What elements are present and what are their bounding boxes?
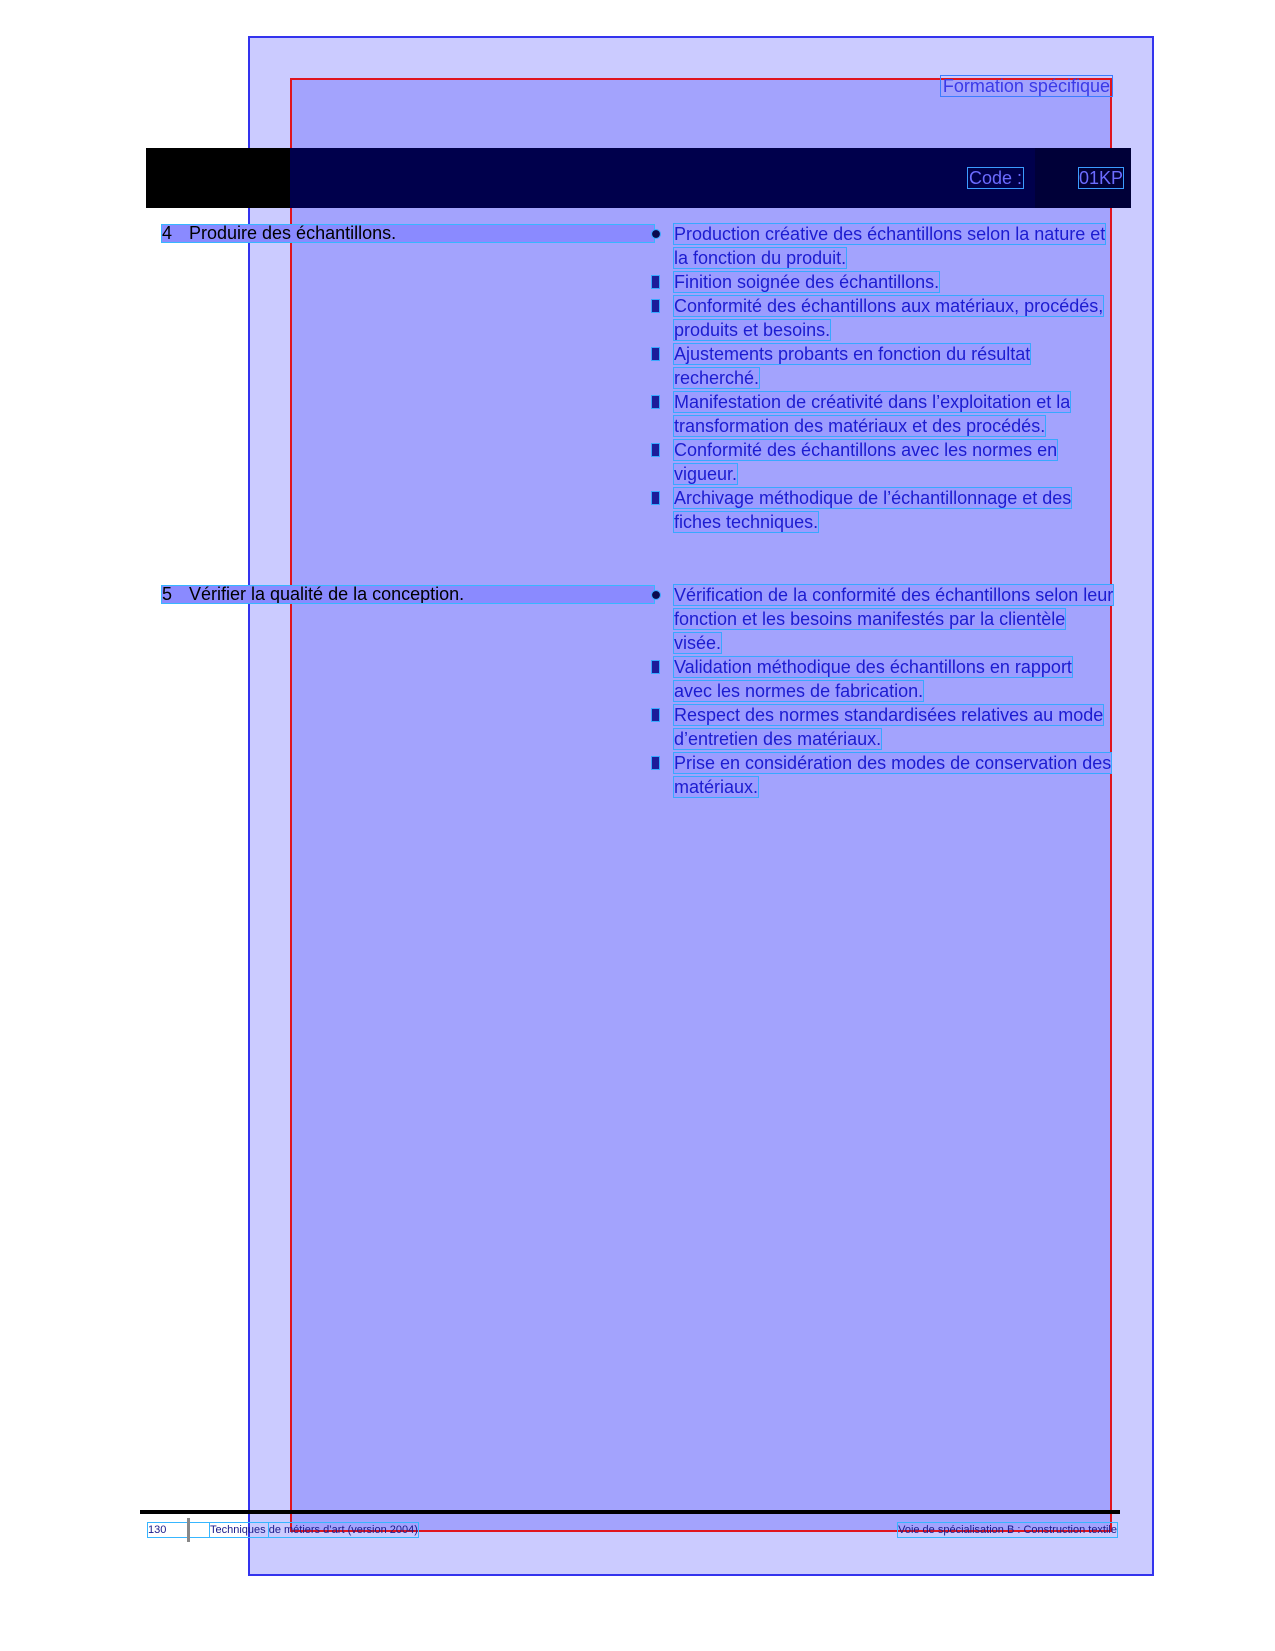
performance-criteria-list-4 xyxy=(652,222,1114,534)
competency-banner xyxy=(146,148,1131,208)
element-number: 5 xyxy=(162,586,173,603)
element-number: 4 xyxy=(162,225,173,242)
criteria-item: Conformité des échantillons avec les normes en vigueur. xyxy=(652,438,1114,486)
competency-element-5 xyxy=(162,586,654,603)
element-title: Produire des échantillons. xyxy=(189,225,397,242)
criteria-item: Respect des normes standardisées relatives au mode d’entretien des matériaux. xyxy=(652,703,1114,751)
bullet-icon xyxy=(652,396,659,408)
bullet-icon xyxy=(652,709,659,721)
bullet-icon xyxy=(652,492,659,504)
code-value: 01KP xyxy=(1078,168,1123,188)
criteria-item: Ajustements probants en fonction du résultat recherché. xyxy=(652,342,1114,390)
bullet-icon xyxy=(652,757,659,769)
page-number: 130 xyxy=(148,1523,268,1537)
criteria-item: Finition soignée des échantillons. xyxy=(652,270,1114,294)
criteria-item: Archivage méthodique de l’échantillonnage et des fiches techniques. xyxy=(652,486,1114,534)
code-label: Code : xyxy=(969,168,1023,188)
footer-rule xyxy=(140,1510,1120,1514)
bullet-icon xyxy=(652,230,660,238)
performance-criteria-list-5 xyxy=(652,583,1114,799)
element-title: Vérifier la qualité de la conception. xyxy=(189,586,465,603)
banner-left-block xyxy=(146,148,290,208)
footer-option: Voie de spécialisation B : Construction textile xyxy=(898,1524,1117,1536)
bullet-icon xyxy=(652,348,659,360)
bullet-icon xyxy=(652,591,660,599)
bullet-icon xyxy=(652,444,659,456)
bullet-icon xyxy=(652,276,659,288)
criteria-item: Production créative des échantillons selon la nature et la fonction du produit. xyxy=(652,222,1114,270)
footer-program: Techniques de métiers d’art (version 2004) xyxy=(210,1524,418,1536)
criteria-item: Validation méthodique des échantillons en rapport avec les normes de fabrication. xyxy=(652,655,1114,703)
criteria-item: Prise en considération des modes de conservation des matériaux. xyxy=(652,751,1114,799)
criteria-item: Conformité des échantillons aux matériaux, procédés, produits et besoins. xyxy=(652,294,1114,342)
criteria-item: Vérification de la conformité des échantillons selon leur fonction et les besoins manifestés par la clientèle visée. xyxy=(652,583,1114,655)
competency-element-4 xyxy=(162,225,654,242)
bullet-icon xyxy=(652,300,659,312)
bullet-icon xyxy=(652,661,659,673)
criteria-item: Manifestation de créativité dans l’exploitation et la transformation des matériaux et des procédés. xyxy=(652,390,1114,438)
running-header: Formation spécifique xyxy=(942,76,1110,96)
footer-separator xyxy=(187,1518,190,1542)
